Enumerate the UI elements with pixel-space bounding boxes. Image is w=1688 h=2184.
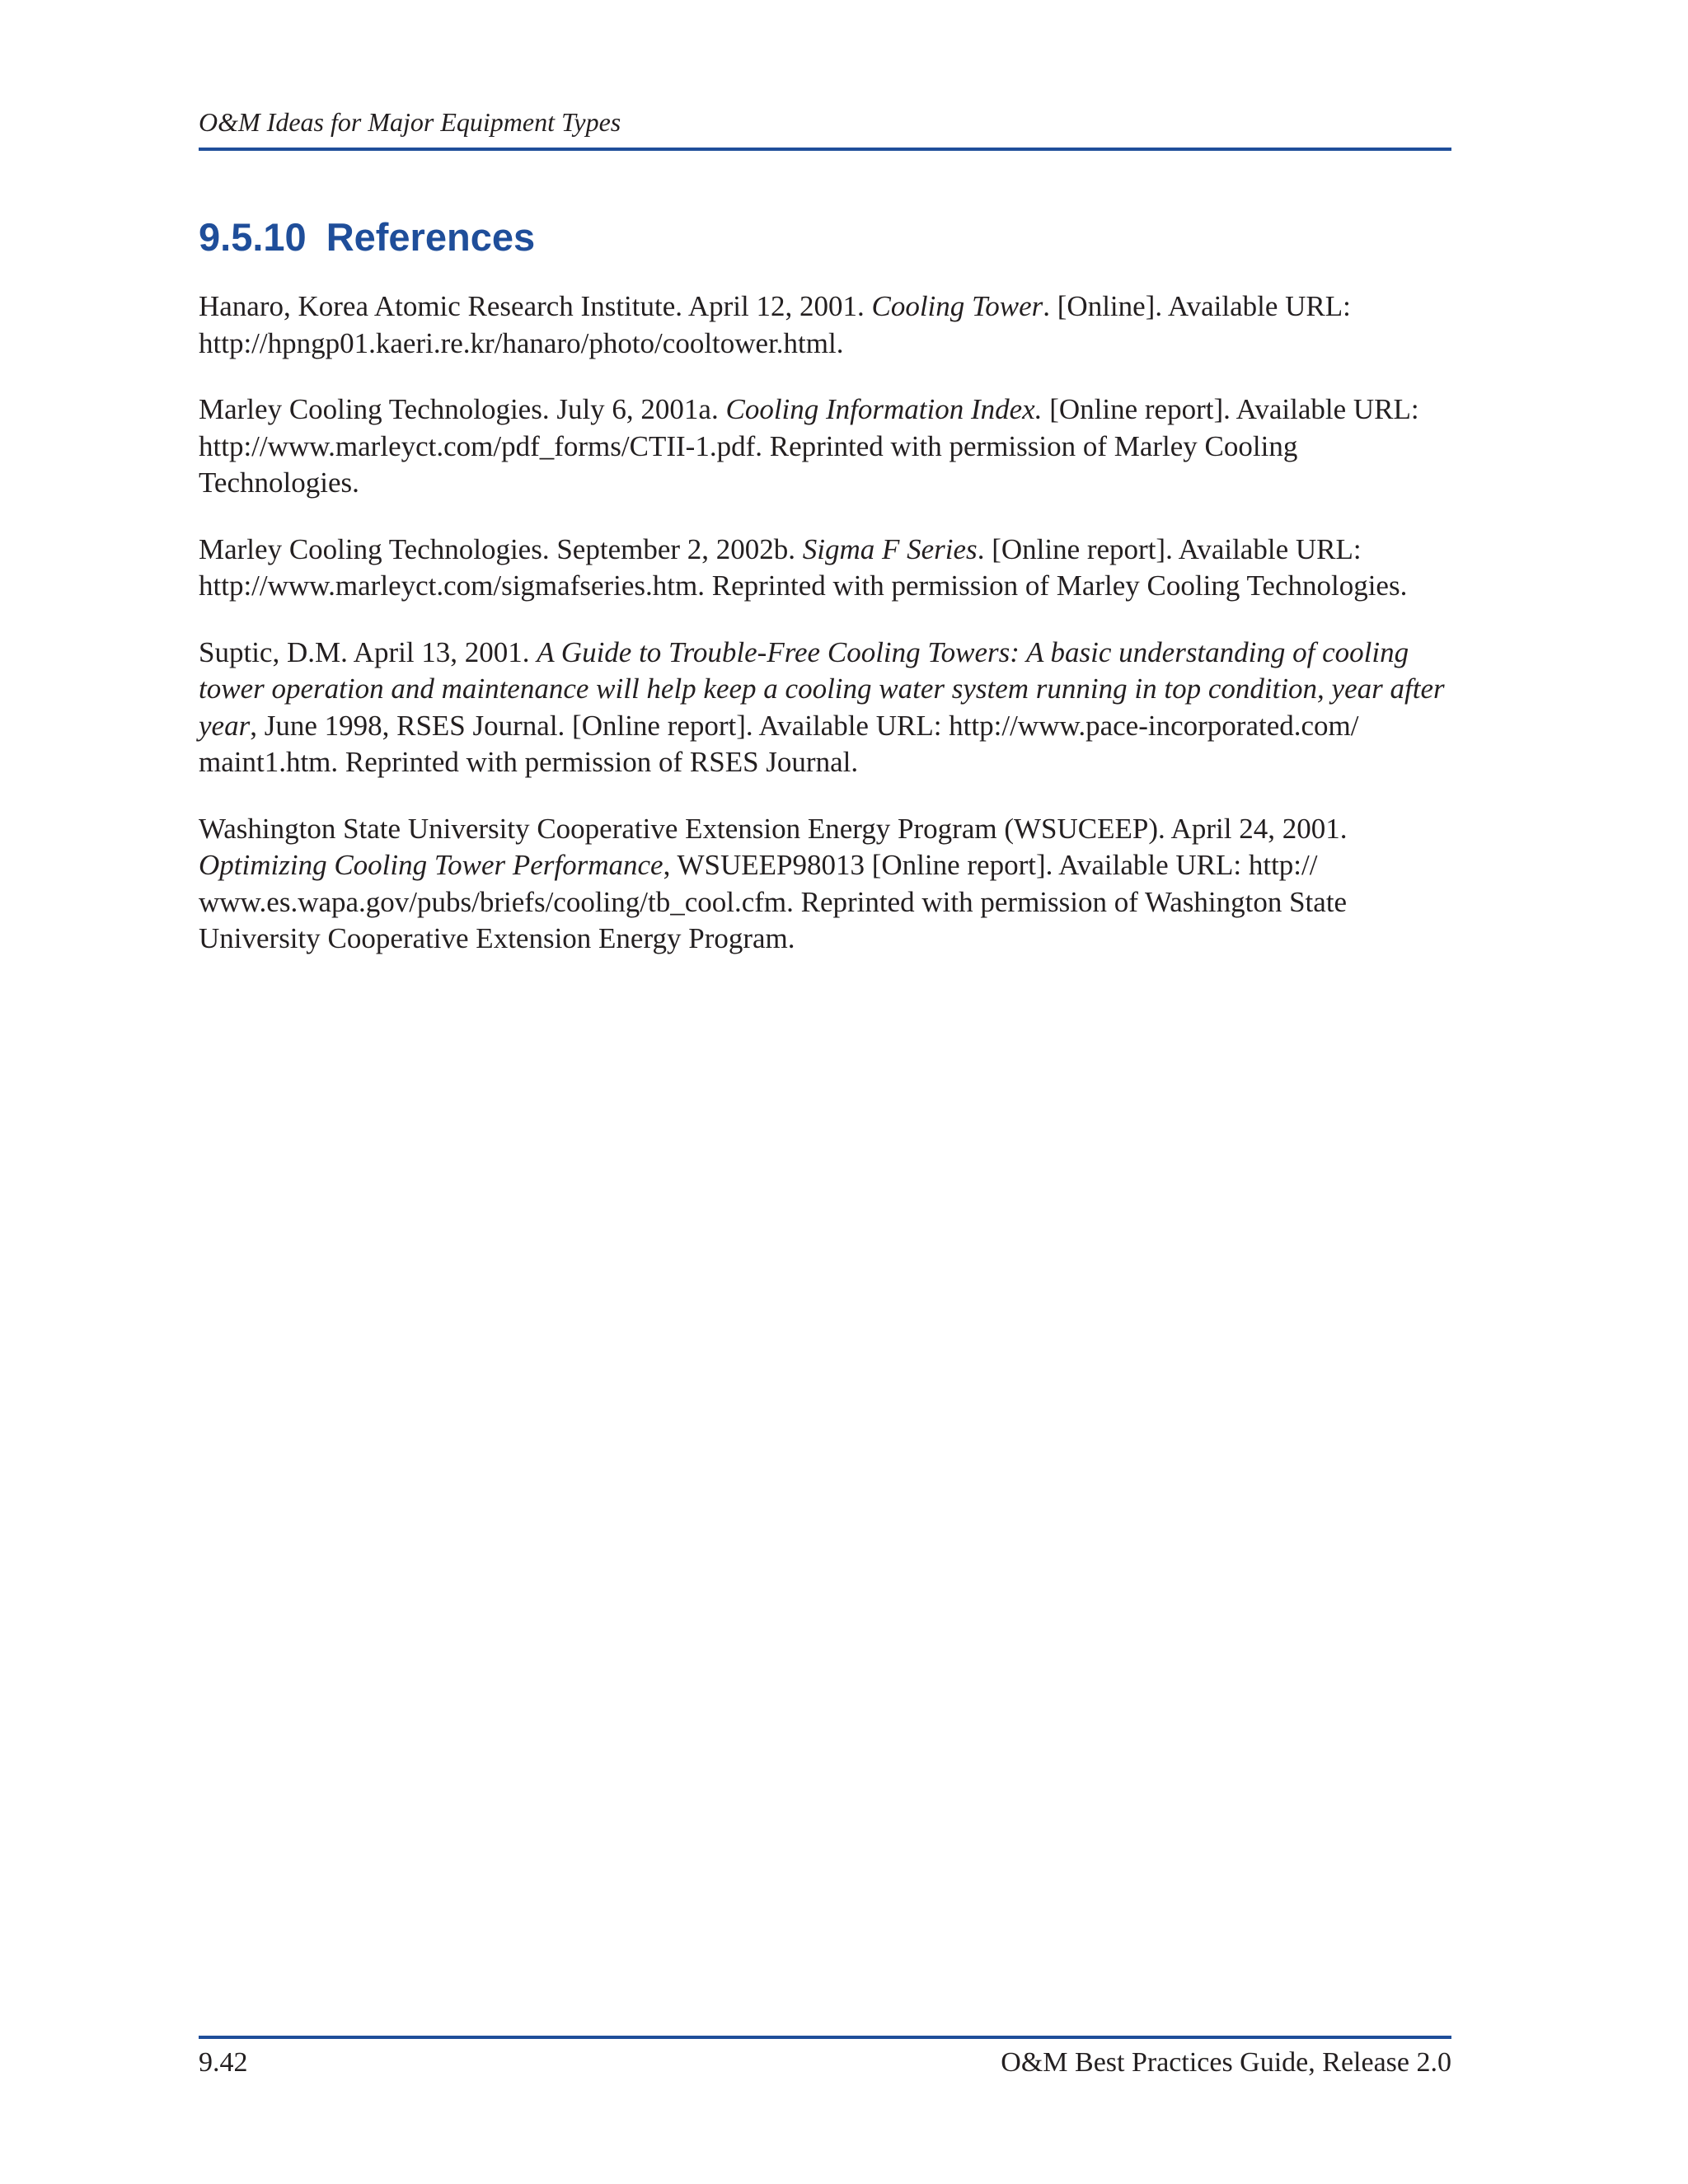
reference-entry — [199, 635, 1451, 781]
reference-entry — [199, 288, 1451, 362]
reference-entry — [199, 391, 1451, 502]
reference-title: Cooling Information Index. — [725, 393, 1043, 425]
reference-text: Hanaro, Korea Atomic Research Institute. April 12, 2001. — [199, 290, 872, 322]
reference-entry — [199, 811, 1451, 958]
publication-title: O&M Best Practices Guide, Release 2.0 — [1001, 2047, 1451, 2078]
reference-list — [199, 288, 1451, 987]
reference-title: A Guide to Trouble-Free Cooling Towers: A basic understanding of cooling tower operation and maintenance will help keep a cooling water system running in top condition, year after year — [199, 635, 1445, 742]
footer-rule — [199, 2036, 1451, 2039]
reference-title: Optimizing Cooling Tower Performance — [199, 849, 663, 881]
section-number: 9.5.10 — [199, 215, 307, 259]
header-rule — [199, 148, 1451, 151]
reference-title: Sigma F Series — [802, 532, 978, 565]
reference-text: Suptic, D.M. April 13, 2001. — [199, 635, 537, 668]
reference-text: . [Online report]. Available URL: http://www.marleyct.com/sigmafseries.htm. Reprinted with permission of Marley Cooling Technologies. — [199, 532, 1408, 602]
running-header: O&M Ideas for Major Equipment Types — [199, 107, 621, 137]
reference-text: [Online report]. Available URL: http://www.marleyct.com/pdf_forms/CTII-1.pdf. Reprinted with permission of Marley Cooling Technologies. — [199, 393, 1419, 499]
reference-text: . [Online]. Available URL: http://hpngp01.kaeri.re.kr/hanaro/photo/cooltower.html. — [199, 290, 1351, 359]
reference-entry — [199, 532, 1451, 605]
reference-text: Marley Cooling Technologies. September 2, 2002b. — [199, 532, 803, 565]
reference-title: Cooling Tower — [871, 290, 1043, 322]
reference-text: , June 1998, RSES Journal. [Online report]. Available URL: http://www.pace-incorporated.com/ maint1.htm. Reprinted with permission of RSES Journal. — [199, 709, 1359, 778]
reference-text: Washington State University Cooperative Extension Energy Program (WSUCEEP). April 24, 2001. — [199, 812, 1348, 845]
section-heading — [199, 216, 535, 259]
page-number: 9.42 — [199, 2047, 248, 2078]
reference-text: , WSUEEP98013 [Online report]. Available URL: http:// www.es.wapa.gov/pubs/briefs/cooling/tb_cool.cfm. Reprinted with permission of Washington State University Cooperative Extension Energy Program. — [199, 849, 1348, 954]
section-title: References — [326, 215, 536, 259]
reference-text: Marley Cooling Technologies. July 6, 2001a. — [199, 393, 726, 425]
